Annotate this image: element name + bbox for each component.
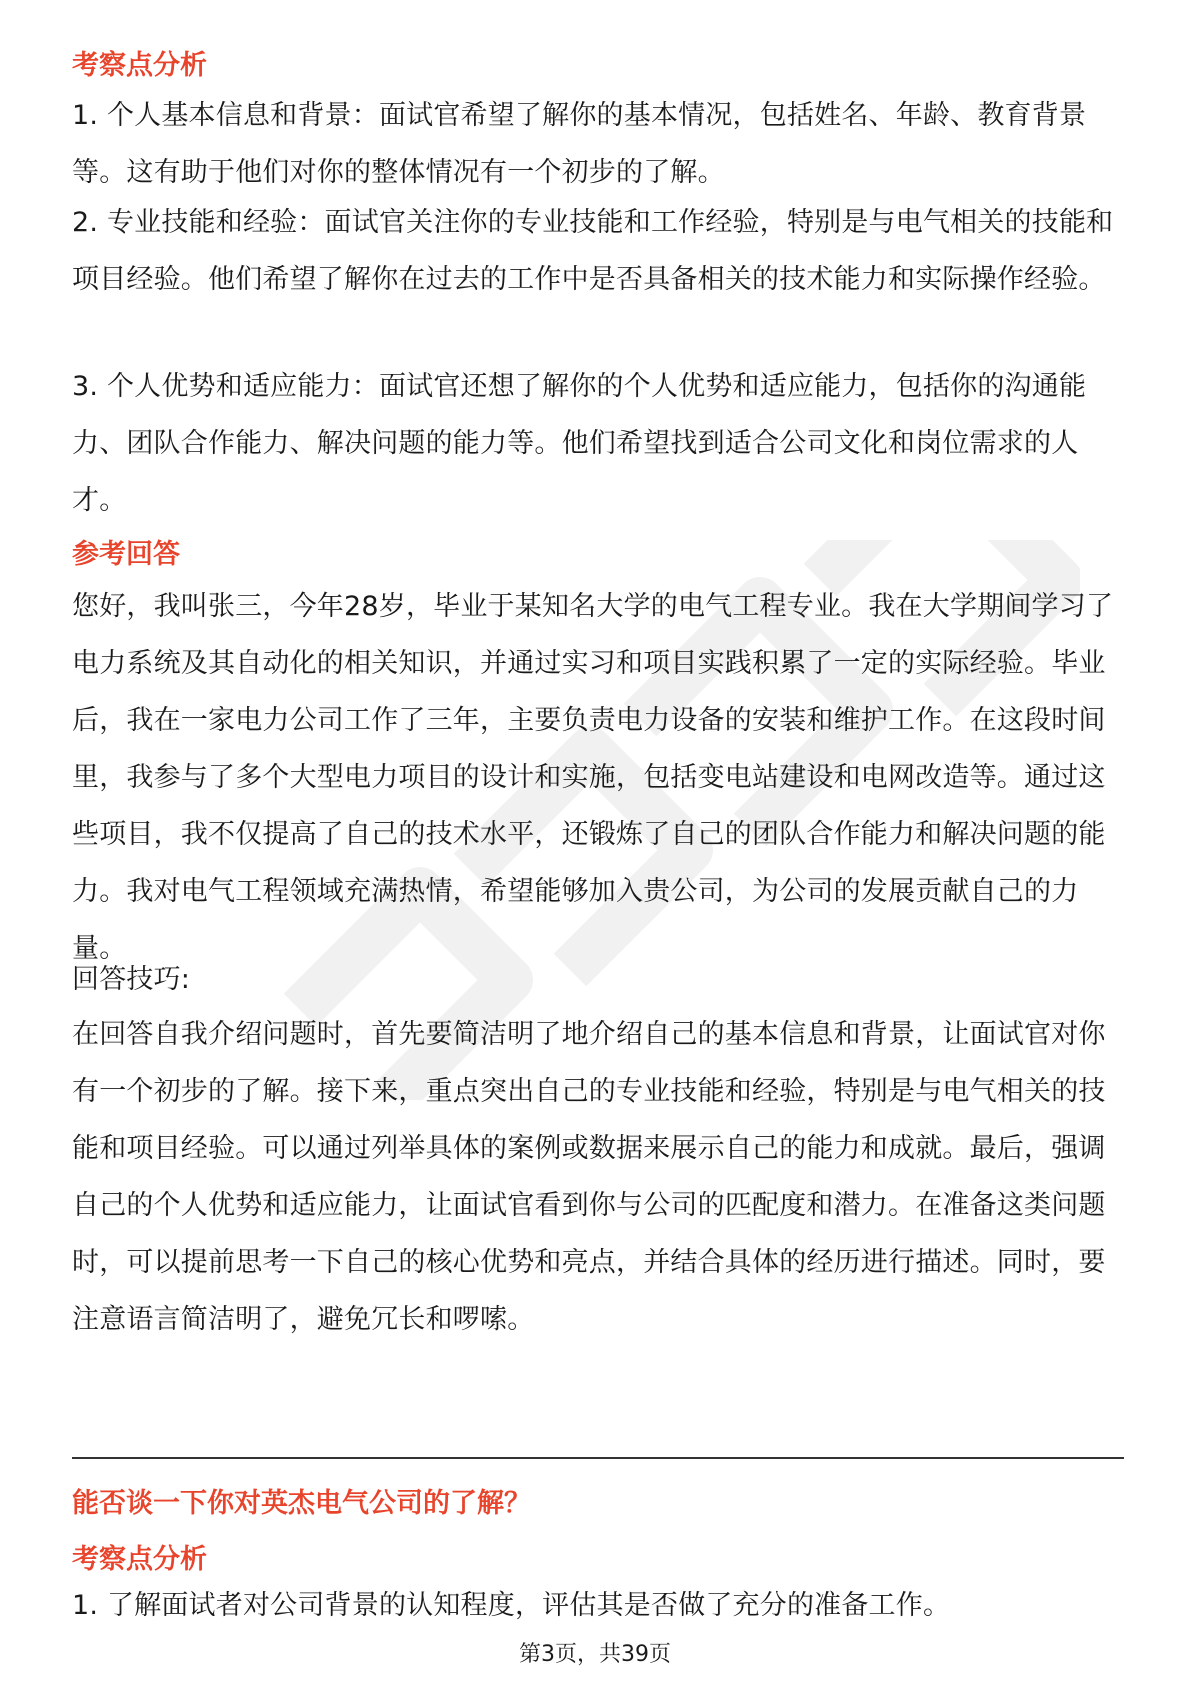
answer-heading: 参考回答: [72, 539, 180, 570]
reference-answer: 您好，我叫张三，今年28岁，毕业于某知名大学的电气工程专业。我在大学期间学习了电力系统及其自动化的相关知识，并通过实习和项目实践积累了一定的实际经验。毕业后，我在一家电力公司工作了三年，主要负责电力设备的安装和维护工作。在这段时间里，我参与了多个大型电力项目的设计和实施，包括变电站建设和电网改造等。通过这些项目，我不仅提高了自己的技术水平，还锻炼了自己的团队合作能力和解决问题的能力。我对电气工程领域充满热情，希望能够加入贵公司，为公司的发展贡献自己的力量。: [72, 591, 1114, 964]
analysis-point-2-1: 1. 了解面试者对公司背景的认知程度，评估其是否做了充分的准备工作。: [72, 1590, 951, 1621]
answer-tips: 在回答自我介绍问题时，首先要简洁明了地介绍自己的基本信息和背景，让面试官对你有一个初步的了解。接下来，重点突出自己的专业技能和经验，特别是与电气相关的技能和项目经验。可以通过列举具体的案例或数据来展示自己的能力和成就。最后，强调自己的个人优势和适应能力，让面试官看到你与公司的匹配度和潜力。在准备这类问题时，可以提前思考一下自己的核心优势和亮点，并结合具体的经历进行描述。同时，要注意语言简洁明了，避免冗长和啰嗦。: [72, 1019, 1106, 1335]
question-heading: 能否谈一下你对英杰电气公司的了解？: [72, 1488, 531, 1519]
section-divider: [72, 1457, 1124, 1459]
analysis-point-1: 1. 个人基本信息和背景：面试官希望了解你的基本情况，包括姓名、年龄、教育背景等。这有助于他们对你的整体情况有一个初步的了解。: [72, 100, 1087, 188]
analysis-point-3: 3. 个人优势和适应能力：面试官还想了解你的个人优势和适应能力，包括你的沟通能力、团队合作能力、解决问题的能力等。他们希望找到适合公司文化和岗位需求的人才。: [72, 371, 1087, 516]
analysis-point-2: 2. 专业技能和经验：面试官关注你的专业技能和工作经验，特别是与电气相关的技能和项目经验。他们希望了解你在过去的工作中是否具备相关的技术能力和实际操作经验。: [72, 207, 1114, 295]
analysis-heading: 考察点分析: [72, 50, 207, 81]
tips-label: 回答技巧:: [72, 964, 191, 995]
page-number: 第3页，共39页: [519, 1642, 671, 1667]
analysis-heading-2: 考察点分析: [72, 1544, 207, 1575]
